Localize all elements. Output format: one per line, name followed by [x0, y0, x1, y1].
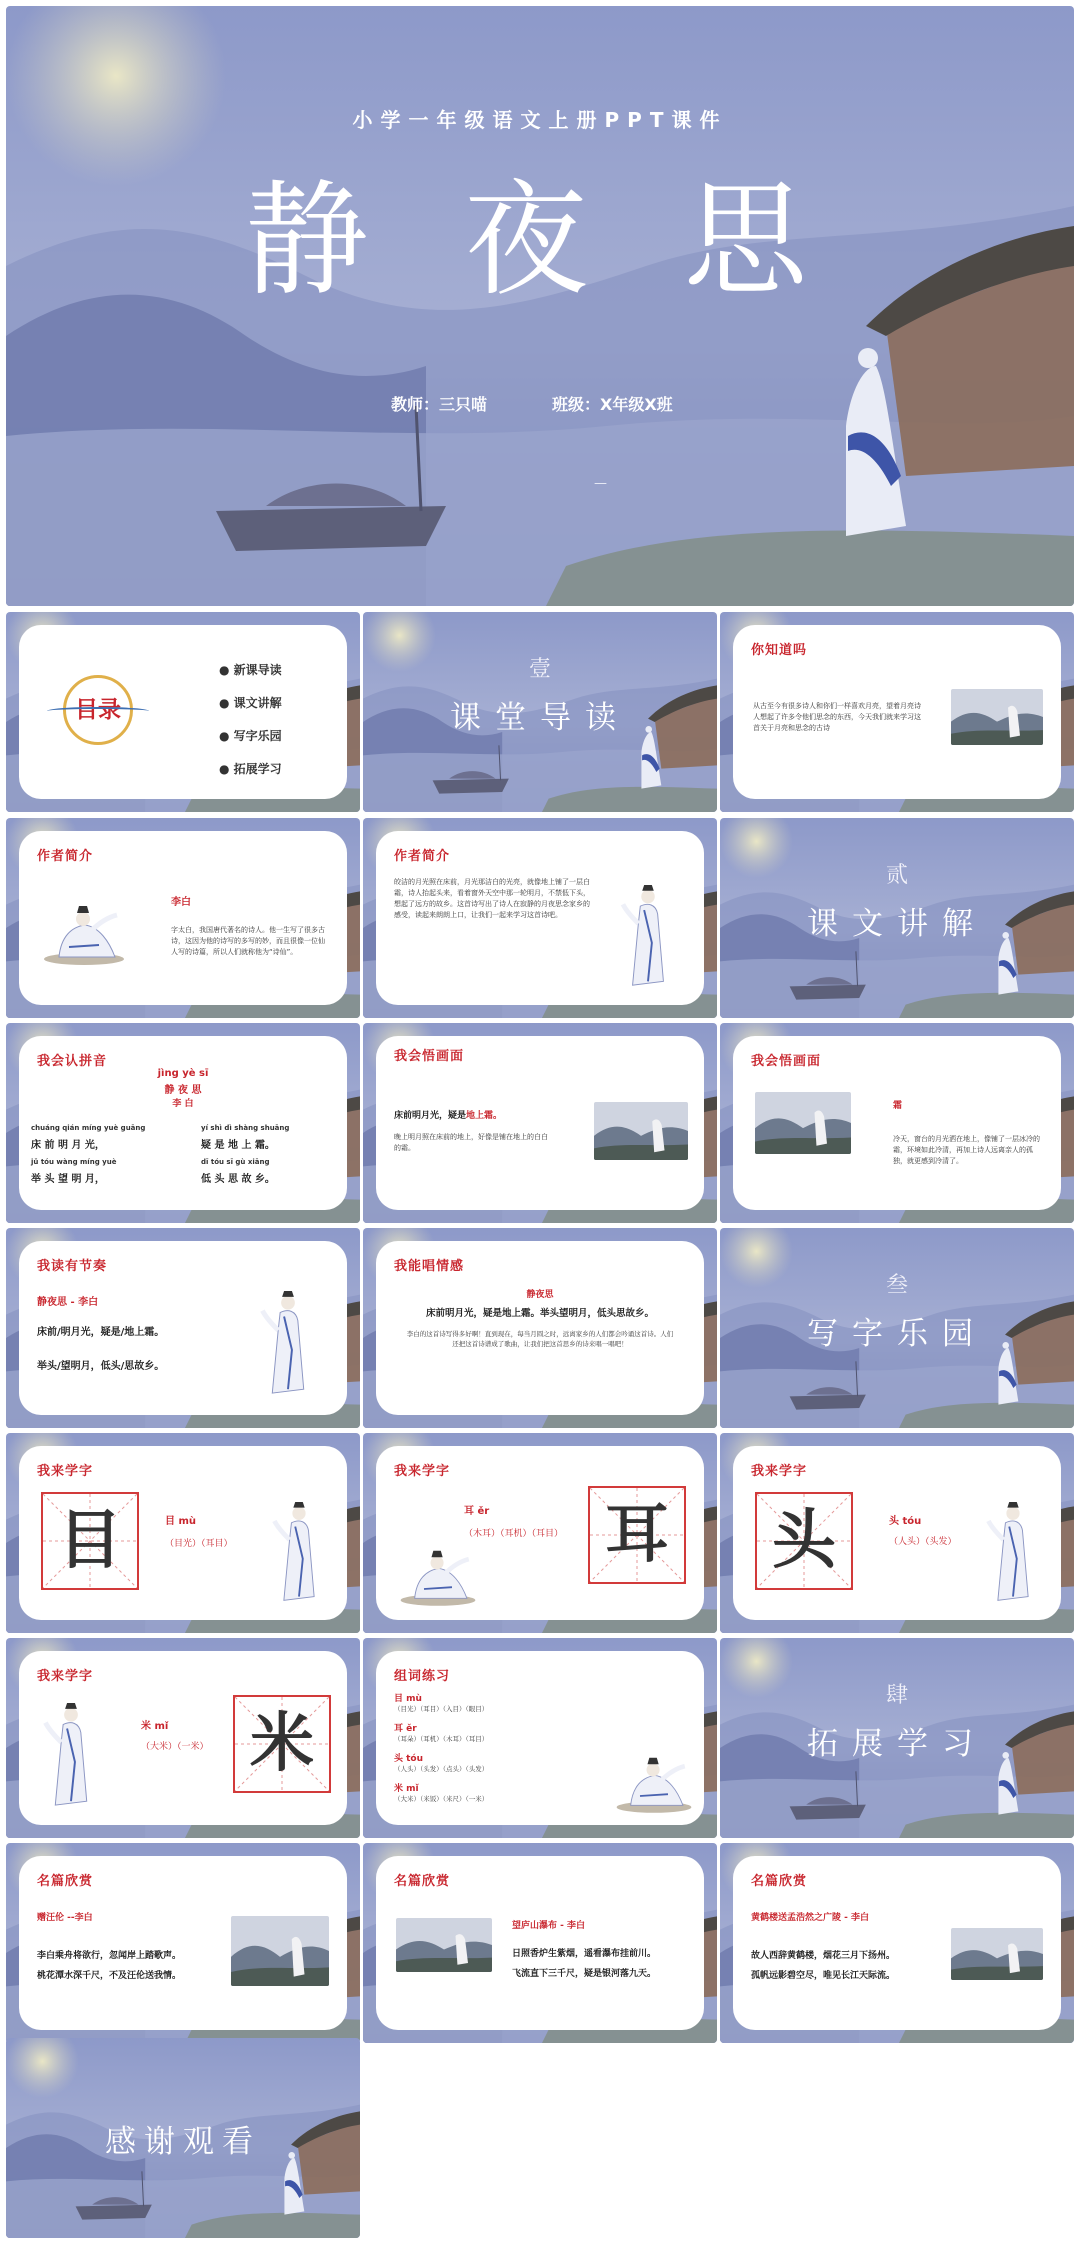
poet-reclining-illustration — [612, 1749, 696, 1815]
practice-pinyin: 耳 ěr — [394, 1724, 417, 1734]
title-pinyin: jìng yè sī — [157, 1068, 209, 1079]
slide-title: 名篇欣赏 — [394, 1874, 451, 1889]
poet-standing-illustration — [616, 885, 680, 991]
slide-text: 从古至今有很多诗人和你们一样喜欢月亮，望着月亮诗人想起了许多令他们思念的东西，今天我们就来学习这首关于月亮和思念的古诗 — [753, 702, 921, 732]
character-words: （人头）（头发） — [889, 1537, 957, 1547]
thanks-slide[interactable] — [6, 2038, 360, 2238]
poem-line: 床前明月光，疑是地上霜。 — [394, 1111, 503, 1121]
section-title: 课文讲解 — [807, 906, 987, 942]
pinyin-row: dī tóu sī gù xiāng — [201, 1158, 270, 1166]
section-number: 壹 — [528, 657, 551, 682]
character: 米 — [250, 1707, 314, 1781]
toc-list — [219, 661, 282, 793]
practice-pinyin: 头 tóu — [394, 1754, 424, 1764]
toc-item[interactable]: ● 拓展学习 — [219, 762, 282, 776]
cover-teacher: 教师：三只喵 — [391, 395, 488, 414]
peach-blossom-painting — [231, 1916, 329, 1986]
toc-item[interactable]: ● 写字乐园 — [219, 729, 282, 743]
cover-subtitle: 小学一年级语文上册PPT课件 — [352, 108, 728, 132]
pinyin-row: jǔ tóu wàng míng yuè — [31, 1158, 117, 1166]
slide-title: 你知道吗 — [751, 643, 808, 658]
poem-line: 李白乘舟将欲行，忽闻岸上踏歌声。 — [37, 1951, 182, 1961]
poem-subtitle: 赠汪伦 --李白 — [37, 1913, 93, 1923]
poem-subtitle: 静夜思 - 李白 — [37, 1297, 99, 1308]
character-pinyin: 目 mù — [165, 1516, 197, 1527]
poem-subtitle: 黄鹤楼送孟浩然之广陵 - 李白 — [751, 1913, 870, 1923]
character-words: （木耳）（耳机）（耳目） — [464, 1529, 564, 1539]
slide-title: 我来学字 — [37, 1669, 94, 1684]
poem-line: 床 前 明 月 光， — [31, 1140, 105, 1151]
poem-line: 举 头 望 明 月， — [31, 1174, 105, 1185]
poem-line: 床前明月光，疑是地上霜。举头望明月，低头思故乡。 — [425, 1308, 654, 1319]
poet-standing-illustration — [39, 1703, 103, 1811]
slide-title: 名篇欣赏 — [751, 1874, 808, 1889]
character-pinyin: 头 tóu — [889, 1516, 922, 1527]
slide-card — [376, 1446, 704, 1620]
poem-line: 疑 是 地 上 霜。 — [201, 1140, 275, 1151]
practice-words: （人头）（头发）（点头）（头发） — [394, 1765, 489, 1773]
moonlit-painting — [951, 689, 1043, 745]
pinyin-row: chuáng qián míng yuè guāng — [31, 1124, 146, 1132]
slide-title: 作者简介 — [394, 849, 451, 864]
poet-standing-illustration — [269, 1502, 329, 1606]
moonlit-painting — [594, 1102, 688, 1160]
picture-slide-2[interactable] — [720, 1023, 1074, 1223]
slide-card — [376, 831, 704, 1005]
slide-text: 晚上明月照在床前的地上，好像是铺在地上的白白的霜。 — [394, 1133, 548, 1152]
section-slide-2[interactable] — [720, 818, 1074, 1018]
section-number: 肆 — [885, 1683, 908, 1708]
poem-line: 飞流直下三千尺，疑是银河落九天。 — [512, 1969, 657, 1979]
author-slide-1[interactable] — [6, 818, 360, 1018]
thanks-title: 感谢观看 — [105, 2124, 261, 2160]
practice-words: （大米）（米饭）（米尺）（一米） — [394, 1795, 489, 1803]
character-pinyin: 米 mǐ — [141, 1721, 169, 1732]
poem-author: 李 白 — [172, 1099, 194, 1109]
poem-line: 桃花潭水深千尺，不及汪伦送我情。 — [37, 1971, 182, 1981]
character: 耳 — [605, 1498, 669, 1572]
character-words: （大米）（一米） — [141, 1742, 209, 1752]
slide-text: 字太白，我国唐代著名的诗人。他一生写了很多古诗，这因为他的诗写的多写的妙，而且很像一位仙人写的诗篇，所以人们就称他为“诗仙”。 — [171, 926, 325, 956]
section-title: 写字乐园 — [807, 1316, 987, 1352]
poem-slide-1[interactable] — [6, 1843, 360, 2043]
poem-slide-2[interactable] — [363, 1843, 717, 2043]
slide-text: 冷天，窗台的月光洒在地上，像铺了一层冰冷的霜，环境如此冷清，再加上诗人远离亲人的孤独，就更感到冷清了。 — [893, 1135, 1040, 1165]
slide-card — [19, 625, 347, 799]
slide-card — [733, 1036, 1061, 1210]
slide-title: 我会认拼音 — [37, 1054, 108, 1069]
know-slide[interactable] — [720, 612, 1074, 812]
section-title: 课堂导读 — [450, 700, 630, 736]
waterfall-painting — [396, 1918, 492, 1972]
picture-slide-1[interactable] — [363, 1023, 717, 1223]
section-number: 叁 — [885, 1273, 908, 1298]
practice-pinyin: 米 mǐ — [394, 1784, 419, 1794]
learn-char-slide-er[interactable] — [363, 1433, 717, 1633]
practice-words: （耳朵）（耳机）（木耳）（耳目） — [394, 1735, 489, 1743]
poet-standing-illustration — [255, 1291, 321, 1399]
poet-reclining-illustration — [396, 1542, 480, 1608]
section-slide-3[interactable] — [720, 1228, 1074, 1428]
poet-reclining-illustration — [39, 897, 129, 967]
key-word: 霜 — [893, 1101, 903, 1111]
practice-slide[interactable] — [363, 1638, 717, 1838]
slide-title: 我会悟画面 — [751, 1054, 822, 1069]
emotion-slide[interactable] — [363, 1228, 717, 1428]
slide-title: 我会悟画面 — [394, 1049, 465, 1064]
toc-badge-label: 目录 — [75, 697, 121, 723]
slide-title: 我来学字 — [394, 1464, 451, 1479]
poem-line: 故人西辞黄鹤楼，烟花三月下扬州。 — [751, 1951, 896, 1961]
cover-class: 班级：X年级X班 — [552, 395, 673, 414]
author-name: 李白 — [171, 897, 191, 908]
poem-line: 孤帆远影碧空尽，唯见长江天际流。 — [751, 1971, 896, 1981]
learn-char-slide-mu[interactable] — [6, 1433, 360, 1633]
toc-item[interactable]: ● 课文讲解 — [219, 696, 282, 710]
slide-card — [376, 1856, 704, 2030]
poem-line: 日照香炉生紫烟，遥看瀑布挂前川。 — [512, 1949, 657, 1959]
learn-char-slide-tou[interactable] — [720, 1433, 1074, 1633]
character-grid — [588, 1486, 686, 1584]
slide-title: 名篇欣赏 — [37, 1874, 94, 1889]
toc-item[interactable]: ● 新课导读 — [219, 663, 282, 677]
cover-slide[interactable] — [6, 6, 1074, 606]
slide-text: 李白的这首诗写得多好啊！直到现在，每当月圆之时，远离家乡的人们都会吟诵这首诗。人们还把这首诗谱成了歌曲，让我们把这首思乡的诗来唱一唱吧！ — [406, 1330, 674, 1348]
pinyin-slide[interactable] — [6, 1023, 360, 1223]
section-title: 拓展学习 — [807, 1726, 987, 1762]
slide-title: 作者简介 — [37, 849, 94, 864]
character: 目 — [58, 1504, 122, 1578]
slide-card — [376, 1651, 704, 1825]
slide-card — [19, 1446, 347, 1620]
slide-card — [19, 831, 347, 1005]
slide-card — [733, 1856, 1061, 2030]
character-pinyin: 耳 ěr — [464, 1506, 490, 1517]
slide-title: 我读有节奏 — [37, 1259, 108, 1274]
slide-title: 组词练习 — [394, 1669, 451, 1684]
cloud-ornament-icon — [47, 707, 149, 715]
slide-text: 皎洁的月光照在床前，月光那洁白的光亮，就像地上铺了一层白霜，诗人抬起头来，看着窗外天空中那一轮明月，不禁低下头，想起了远方的故乡。这首诗写出了诗人在寂静的月夜思念家乡的感受，读起来朗朗上口，让我们一起来学习这首诗吧。 — [394, 878, 590, 919]
slide-title: 我来学字 — [751, 1464, 808, 1479]
section-slide-4[interactable] — [720, 1638, 1074, 1838]
river-painting — [755, 1092, 851, 1154]
slide-card — [733, 625, 1061, 799]
poet-standing-illustration — [983, 1502, 1043, 1606]
slide-card — [19, 1651, 347, 1825]
character-grid — [233, 1695, 331, 1793]
poem-subtitle: 静夜思 — [526, 1290, 554, 1300]
section-slide-1[interactable] — [363, 612, 717, 812]
poem-line: 举头/望明月，低头/思故乡。 — [37, 1361, 165, 1372]
slide-title: 我能唱情感 — [394, 1259, 465, 1274]
character: 头 — [772, 1504, 836, 1578]
cover-title: 静 夜 思 — [244, 169, 836, 313]
learn-char-slide-mi[interactable] — [6, 1638, 360, 1838]
character-words: （目光）（耳目） — [165, 1539, 233, 1549]
slide-card — [19, 1856, 347, 2030]
slide-card — [19, 1036, 347, 1210]
rhythm-slide[interactable] — [6, 1228, 360, 1428]
pinyin-row: yí shì dì shàng shuāng — [201, 1124, 290, 1132]
practice-words: （目光）（耳目）（入目）（眼目） — [394, 1705, 489, 1713]
slide-title: 我来学字 — [37, 1464, 94, 1479]
toc-slide[interactable] — [6, 612, 360, 812]
character-grid — [755, 1492, 853, 1590]
practice-pinyin: 目 mù — [394, 1694, 422, 1704]
slide-card — [733, 1446, 1061, 1620]
slide-card — [376, 1241, 704, 1415]
poem-subtitle: 望庐山瀑布 - 李白 — [512, 1921, 586, 1931]
yellow-crane-tower-painting — [951, 1928, 1043, 1980]
poem-title: 静 夜 思 — [164, 1085, 202, 1096]
cover-dash: — — [594, 476, 607, 491]
poem-line: 床前/明月光，疑是/地上霜。 — [37, 1327, 165, 1338]
author-slide-2[interactable] — [363, 818, 717, 1018]
poem-line: 低 头 思 故 乡。 — [201, 1174, 275, 1185]
slide-card — [19, 1241, 347, 1415]
character-grid — [41, 1492, 139, 1590]
slide-card — [376, 1036, 704, 1210]
section-number: 贰 — [885, 863, 908, 888]
poem-slide-3[interactable] — [720, 1843, 1074, 2043]
